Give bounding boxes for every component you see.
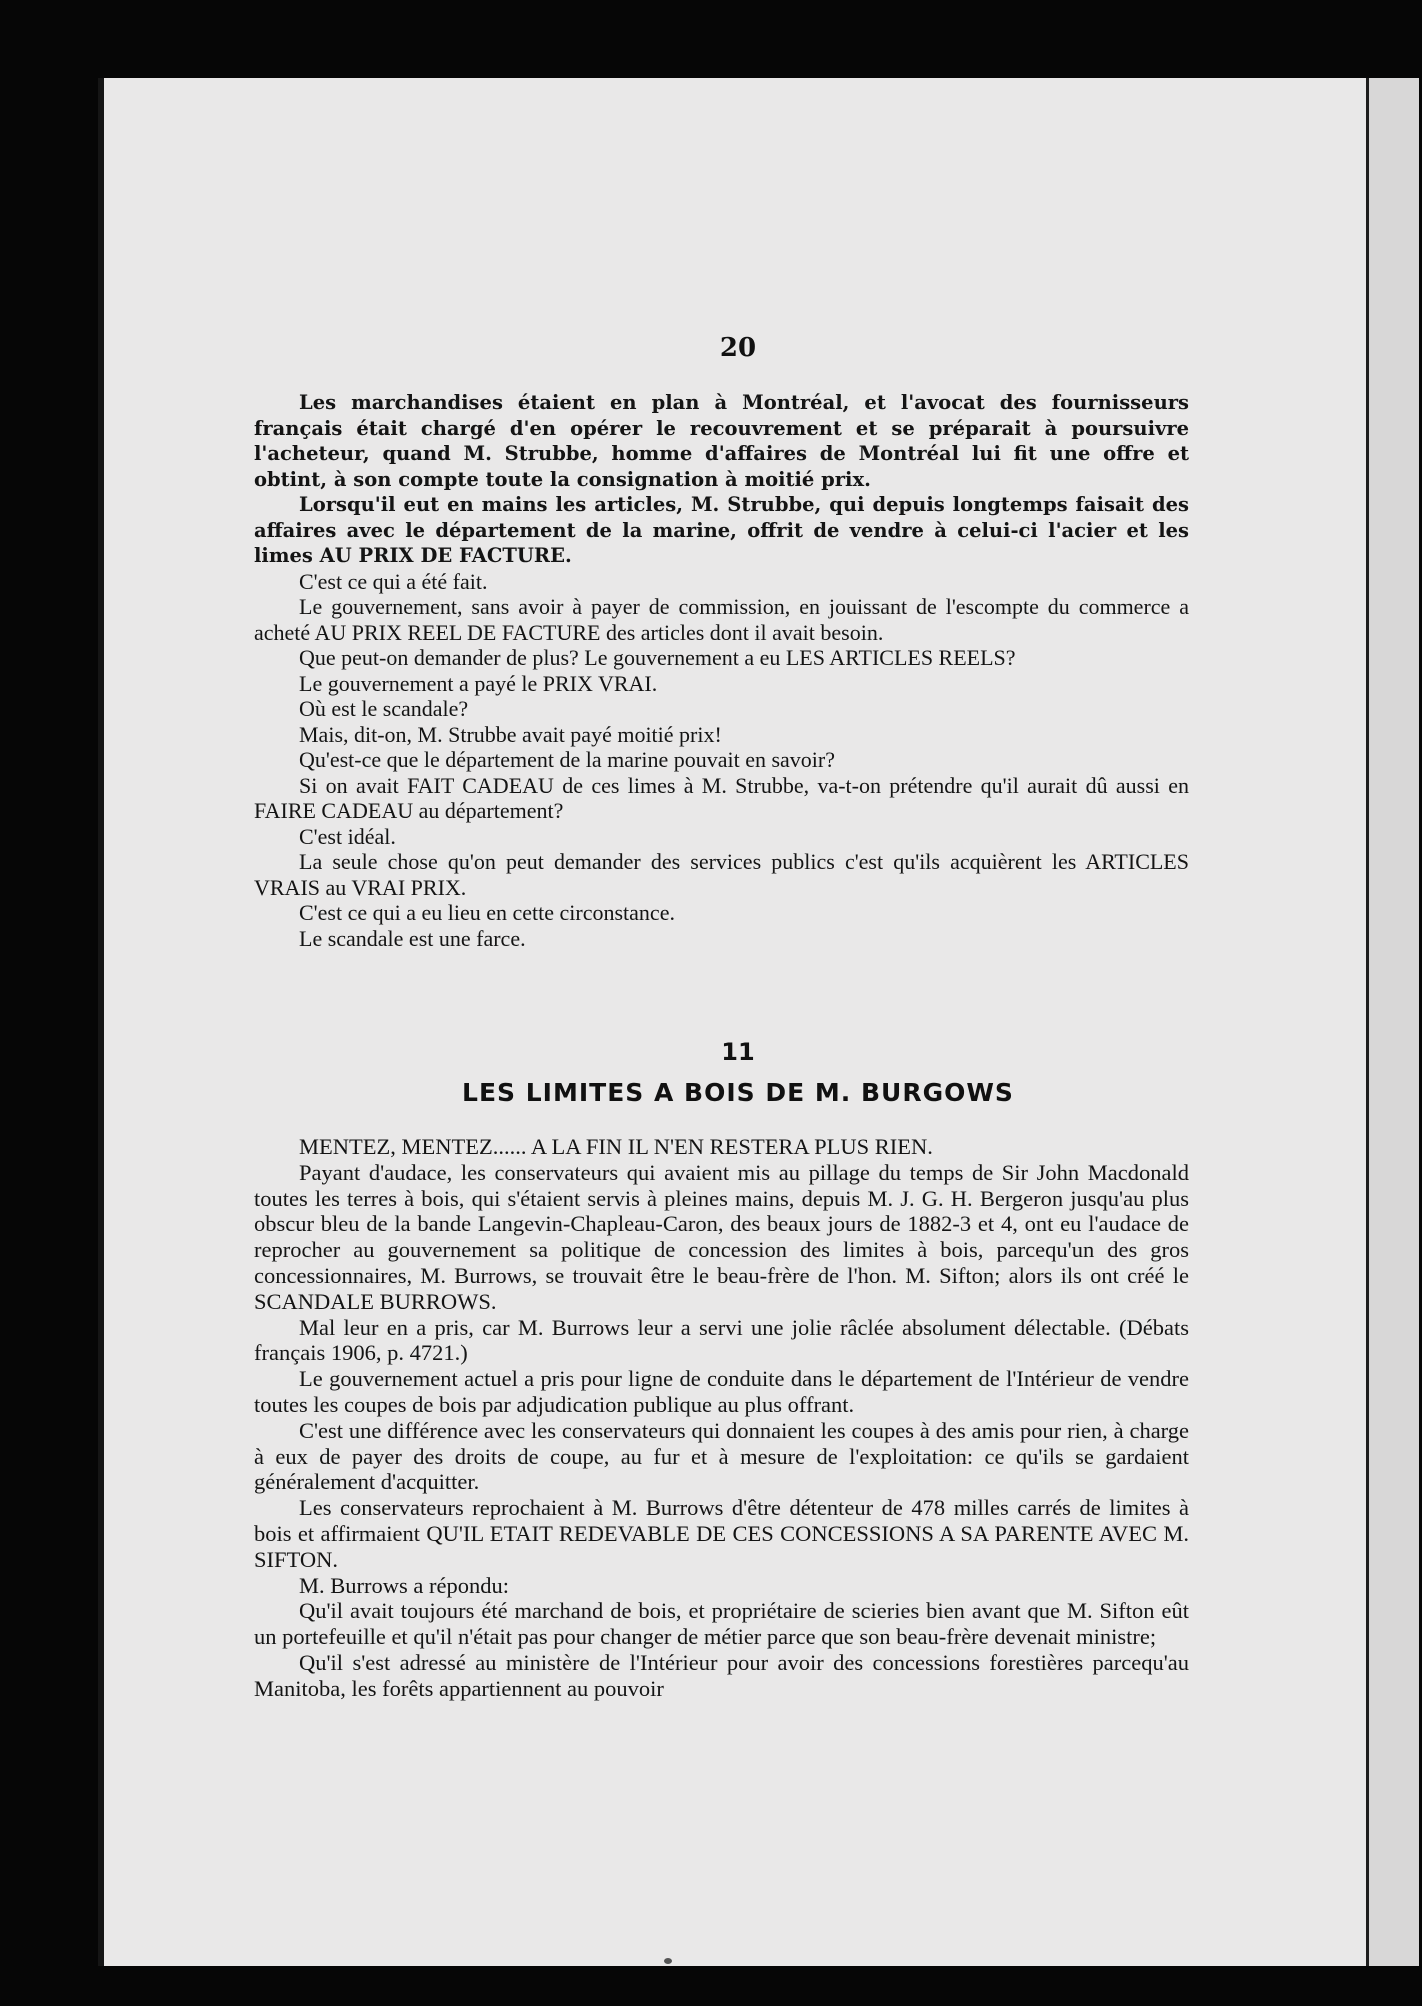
section-heading: LES LIMITES A BOIS DE M. BURGOWS bbox=[462, 1078, 1014, 1107]
paragraph: Où est le scandale? bbox=[299, 696, 469, 721]
paragraph: M. Burrows a répondu: bbox=[299, 1572, 509, 1598]
paragraph: Le gouvernement a payé le PRIX VRAI. bbox=[299, 670, 658, 696]
section-1-text bbox=[254, 390, 1189, 951]
paragraph: Le gouvernement, sans avoir à payer de commission, en jouissant de l'escompte du commerce a acheté AU PRIX REEL DE FACTURE des articles dont il avait besoin. bbox=[254, 594, 1189, 645]
paragraph: Le gouvernement actuel a pris pour ligne de conduite dans le département de l'Intérieur de vendre toutes les coupes de bois par adjudication publique au plus offrant. bbox=[254, 1366, 1189, 1417]
paragraph: Lorsqu'il eut en mains les articles, M. Strubbe, qui depuis longtemps faisait des affaires avec le département de la marine, offrit de vendre à celui-ci l'acier et les limes AU PRIX DE FACTURE. bbox=[254, 493, 1189, 567]
paragraph: C'est une différence avec les conservateurs qui donnaient les coupes à des amis pour rien, à charge à eux de payer des droits de coupe, au fur et à mesure de l'exploitation: ce qu'ils se gardaient généralement d'acquitter. bbox=[254, 1417, 1189, 1495]
paragraph: Les marchandises étaient en plan à Montréal, et l'avocat des fournisseurs français était chargé d'en opérer le recouvrement et se préparait à poursuivre l'acheteur, quand M. Strubbe, homme d'affaires de Montréal lui fit une offre et obtint, à son compte toute la consignation à moitié prix. bbox=[254, 391, 1189, 491]
paragraph: Les conservateurs reprochaient à M. Burrows d'être détenteur de 478 milles carrés de limites à bois et affirmaient QU'IL ETAIT REDEVABLE DE CES CONCESSIONS A SA PARENTE AVEC M. SIFTON. bbox=[254, 1495, 1189, 1572]
paragraph: Le scandale est une farce. bbox=[299, 925, 526, 951]
paragraph: La seule chose qu'on peut demander des services publics c'est qu'ils acquièrent les ARTICLES VRAIS au VRAI PRIX. bbox=[254, 849, 1189, 900]
paragraph: C'est ce qui a été fait. bbox=[299, 568, 488, 594]
section-2-text bbox=[254, 1134, 1189, 1702]
paragraph: Qu'il s'est adressé au ministère de l'Intérieur pour avoir des concessions forestières parcequ'au Manitoba, les forêts appartiennent au pouvoir bbox=[254, 1649, 1189, 1701]
paragraph: Mais, dit-on, M. Strubbe avait payé moitié prix! bbox=[299, 721, 722, 747]
paragraph: Mal leur en a pris, car M. Burrows leur a servi une jolie râclée absolument délectable. (Débats français 1906, p. 4721.) bbox=[254, 1314, 1189, 1366]
paragraph: C'est ce qui a eu lieu en cette circonstance. bbox=[299, 900, 675, 925]
paragraph: Payant d'audace, les conservateurs qui avaient mis au pillage du temps de Sir John Macdonald toutes les terres à bois, qui s'étaient servis à pleines mains, depuis M. J. G. H. Bergeron jusqu'au plus obscur bleu de la bande Langevin-Chapleau-Caron, des beaux jours de 1882-3 et 4, ont eu l'audace de reprocher au gouvernement sa politique de concession des limites à bois, parcequ'un des gros concessionnaires, M. Burrows, se trouvait être le beau-frère de l'hon. M. Sifton; alors ils ont créé le SCANDALE BURROWS. bbox=[254, 1159, 1189, 1314]
page-number: 20 bbox=[719, 333, 757, 363]
scan-speck bbox=[664, 1958, 672, 1964]
paragraph: Que peut-on demander de plus? Le gouvernement a eu LES ARTICLES REELS? bbox=[299, 645, 1016, 670]
paragraph: Qu'est-ce que le département de la marine pouvait en savoir? bbox=[299, 747, 836, 772]
paragraph: C'est idéal. bbox=[299, 823, 396, 849]
section-numeral: 11 bbox=[721, 1038, 755, 1066]
adjacent-page-edge bbox=[1366, 78, 1419, 1966]
paragraph: MENTEZ, MENTEZ...... A LA FIN IL N'EN RESTERA PLUS RIEN. bbox=[299, 1134, 933, 1159]
paragraph: Qu'il avait toujours été marchand de bois, et propriétaire de scieries bien avant que M. Sifton eût un portefeuille et qu'il n'était pas pour changer de métier parce que son beau-frère devenait ministre; bbox=[254, 1598, 1189, 1650]
document-page bbox=[98, 78, 1372, 1966]
paragraph: Si on avait FAIT CADEAU de ces limes à M. Strubbe, va-t-on prétendre qu'il aurait dû aussi en FAIRE CADEAU au département? bbox=[254, 772, 1189, 823]
